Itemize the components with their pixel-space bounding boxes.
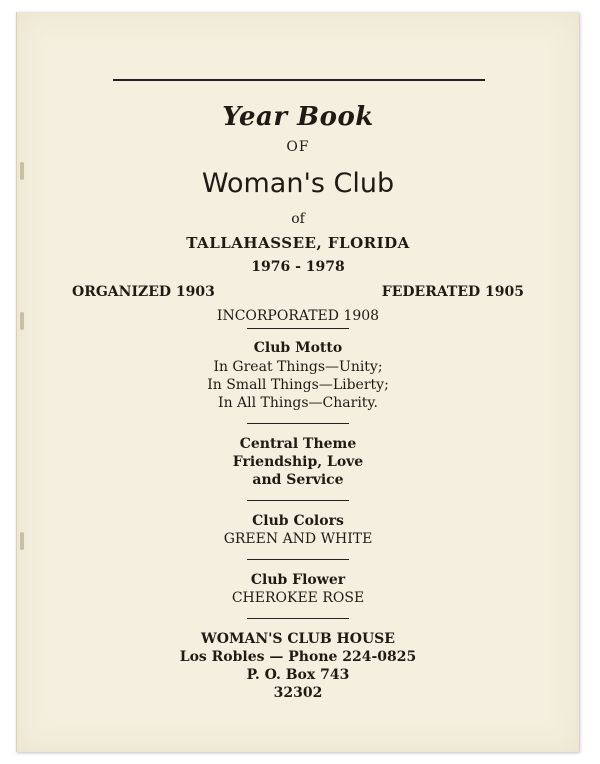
theme-heading: Central Theme	[239, 436, 357, 452]
motto-line: In Great Things—Unity;	[213, 359, 383, 375]
clubhouse-line: Los Robles — Phone 224-0825	[179, 649, 417, 665]
colors-value: GREEN AND WHITE	[223, 531, 373, 547]
motto-line: In Small Things—Liberty;	[207, 377, 389, 393]
clubhouse-heading: WOMAN'S CLUB HOUSE	[201, 631, 395, 647]
flower-value: CHEROKEE ROSE	[231, 590, 365, 606]
page-title: Year Book	[222, 102, 374, 132]
motto-heading: Club Motto	[253, 340, 343, 356]
clubhouse-line: P. O. Box 743	[246, 667, 350, 683]
section-divider	[247, 423, 349, 424]
of-line: of	[291, 211, 305, 227]
theme-line: Friendship, Love	[232, 454, 364, 470]
section-divider	[247, 500, 349, 501]
colors-heading: Club Colors	[252, 513, 344, 529]
city-name: TALLAHASSEE, FLORIDA	[186, 234, 410, 252]
section-divider	[247, 618, 349, 619]
motto-line: In All Things—Charity.	[218, 395, 378, 411]
federated-date: FEDERATED 1905	[381, 284, 524, 300]
of-line: OF	[286, 139, 310, 155]
theme-line: and Service	[252, 472, 344, 488]
incorporated-date: INCORPORATED 1908	[216, 308, 380, 324]
organized-date: ORGANIZED 1903	[72, 284, 215, 300]
club-name: Woman's Club	[201, 168, 395, 199]
section-divider	[247, 328, 349, 329]
clubhouse-line: 32302	[273, 685, 323, 701]
section-divider	[247, 559, 349, 560]
yearbook-page	[16, 12, 579, 752]
years-range: 1976 - 1978	[251, 259, 345, 275]
top-rule	[113, 79, 485, 81]
flower-heading: Club Flower	[250, 572, 346, 588]
